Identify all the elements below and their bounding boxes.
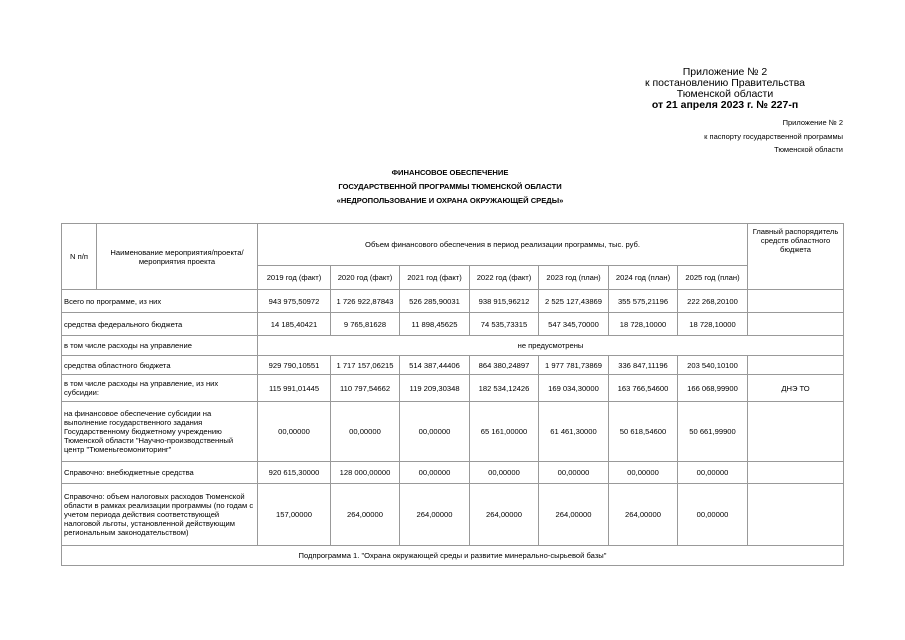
cell-value: 18 728,10000	[609, 313, 678, 336]
cell-value: 110 797,54662	[331, 375, 400, 402]
table-row	[62, 290, 844, 313]
cell-value: 264,00000	[400, 484, 470, 546]
cell-value: 547 345,70000	[539, 313, 609, 336]
cell-value: 1 717 157,06215	[331, 356, 400, 375]
document-title	[150, 166, 750, 208]
cell-value: 50 618,54600	[609, 402, 678, 462]
resolution-header	[600, 67, 850, 111]
cell-value: 14 185,40421	[258, 313, 331, 336]
cell-value: 00,00000	[539, 462, 609, 484]
table-row	[62, 402, 844, 462]
title-line-2: ГОСУДАРСТВЕННОЙ ПРОГРАММЫ ТЮМЕНСКОЙ ОБЛАСТИ	[338, 182, 562, 191]
header-line-3: Тюменской области	[676, 88, 774, 100]
row-name: Всего по программе, из них	[62, 290, 258, 313]
cell-value: 526 285,90031	[400, 290, 470, 313]
cell-value: 264,00000	[331, 484, 400, 546]
subprogram-row	[62, 546, 844, 566]
cell-value: 61 461,30000	[539, 402, 609, 462]
table-row	[62, 356, 844, 375]
table-row	[62, 375, 844, 402]
year-2021: 2021 год (факт)	[400, 266, 470, 290]
table-row	[62, 313, 844, 336]
header-line-2: к постановлению Правительства	[644, 77, 806, 89]
cell-value: 119 209,30348	[400, 375, 470, 402]
row-name: средства областного бюджета	[62, 356, 258, 375]
cell-value: 9 765,81628	[331, 313, 400, 336]
cell-value: 163 766,54600	[609, 375, 678, 402]
cell-value: 938 915,96212	[470, 290, 539, 313]
cell-value: 1 726 922,87843	[331, 290, 400, 313]
table-row	[62, 462, 844, 484]
cell-value: 50 661,99900	[678, 402, 748, 462]
cell-manager: ДНЭ ТО	[748, 375, 844, 402]
cell-value: 920 615,30000	[258, 462, 331, 484]
year-2025: 2025 год (план)	[678, 266, 748, 290]
cell-value: 18 728,10000	[678, 313, 748, 336]
cell-value: 00,00000	[400, 402, 470, 462]
cell-value: 2 525 127,43869	[539, 290, 609, 313]
cell-manager	[748, 356, 844, 375]
year-2020: 2020 год (факт)	[331, 266, 400, 290]
row-name: Справочно: объем налоговых расходов Тюменской области в рамках реализации программы (по годам с учетом периода действия соответствующей налоговой льготы, установленной действующим региональным законодательством)	[62, 484, 258, 546]
cell-value: 336 847,11196	[609, 356, 678, 375]
cell-value: 182 534,12426	[470, 375, 539, 402]
year-2019: 2019 год (факт)	[258, 266, 331, 290]
cell-manager	[748, 462, 844, 484]
cell-value: 264,00000	[609, 484, 678, 546]
cell-value: 264,00000	[470, 484, 539, 546]
cell-manager	[748, 402, 844, 462]
title-line-3: «НЕДРОПОЛЬЗОВАНИЕ И ОХРАНА ОКРУЖАЮЩЕЙ СРЕДЫ»	[336, 196, 564, 205]
header-volume: Объем финансового обеспечения в период реализации программы, тыс. руб.	[258, 224, 748, 266]
title-line-1: ФИНАНСОВОЕ ОБЕСПЕЧЕНИЕ	[391, 168, 509, 177]
cell-value: 929 790,10551	[258, 356, 331, 375]
cell-value: 11 898,45625	[400, 313, 470, 336]
cell-value: 355 575,21196	[609, 290, 678, 313]
year-2022: 2022 год (факт)	[470, 266, 539, 290]
cell-value: 00,00000	[678, 484, 748, 546]
cell-manager	[748, 290, 844, 313]
row-name: в том числе расходы на управление	[62, 336, 258, 356]
cell-manager	[748, 484, 844, 546]
table-row	[62, 336, 844, 356]
cell-value: 00,00000	[331, 402, 400, 462]
cell-manager	[748, 313, 844, 336]
cell-value: 157,00000	[258, 484, 331, 546]
cell-value: 00,00000	[609, 462, 678, 484]
cell-value: 74 535,73315	[470, 313, 539, 336]
cell-value: 65 161,00000	[470, 402, 539, 462]
subprogram-title: Подпрограмма 1. "Охрана окружающей среды и развитие минерально-сырьевой базы"	[62, 546, 844, 566]
cell-value: 128 000,00000	[331, 462, 400, 484]
header-manager: Главный распорядитель средств областного бюджета	[748, 224, 844, 290]
financing-table	[61, 223, 844, 566]
cell-value: 115 991,01445	[258, 375, 331, 402]
header-line-4: от 21 апреля 2023 г. № 227-п	[651, 99, 799, 111]
row-name: Справочно: внебюджетные средства	[62, 462, 258, 484]
appendix-header	[704, 116, 843, 157]
cell-value: 514 387,44406	[400, 356, 470, 375]
header-num: N п/п	[62, 224, 97, 290]
cell-value: 00,00000	[258, 402, 331, 462]
cell-value: 1 977 781,73869	[539, 356, 609, 375]
cell-value: 943 975,50972	[258, 290, 331, 313]
year-2024: 2024 год (план)	[609, 266, 678, 290]
cell-value: 00,00000	[400, 462, 470, 484]
year-2023: 2023 год (план)	[539, 266, 609, 290]
appendix-line-2: к паспорту государственной программы	[704, 131, 843, 141]
cell-value: 169 034,30000	[539, 375, 609, 402]
cell-value: 864 380,24897	[470, 356, 539, 375]
appendix-line-1: Приложение № 2	[782, 118, 843, 127]
header-name: Наименование мероприятия/проекта/мероприятия проекта	[97, 224, 258, 290]
cell-value: 00,00000	[470, 462, 539, 484]
row-name: средства федерального бюджета	[62, 313, 258, 336]
header-line-1: Приложение № 2	[682, 66, 768, 78]
cell-value: 00,00000	[678, 462, 748, 484]
row-name: на финансовое обеспечение субсидии на выполнение государственного задания Государственному бюджетному учреждению Тюменской области "Научно-производственный центр "Тюменьгеомониторинг"	[62, 402, 258, 462]
cell-value: 166 068,99900	[678, 375, 748, 402]
appendix-line-3: Тюменской области	[774, 145, 843, 154]
table-row	[62, 484, 844, 546]
table-header-row	[62, 224, 844, 266]
cell-value: 203 540,10100	[678, 356, 748, 375]
row-name: в том числе расходы на управление, из них субсидии:	[62, 375, 258, 402]
cell-merged: не предусмотрены	[258, 336, 844, 356]
cell-value: 222 268,20100	[678, 290, 748, 313]
cell-value: 264,00000	[539, 484, 609, 546]
